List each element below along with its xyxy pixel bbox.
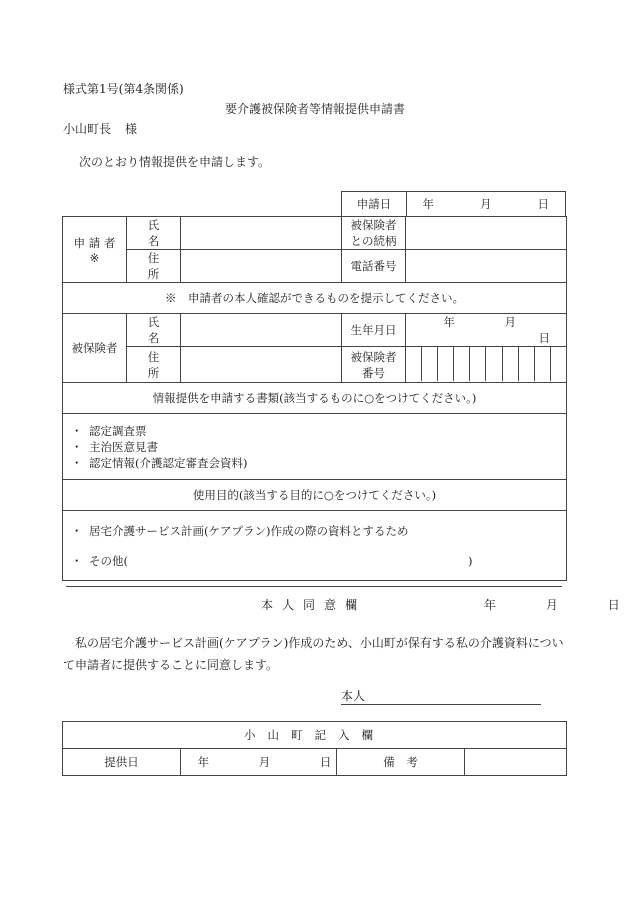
provide-date-field[interactable]: [181, 749, 337, 776]
consent-month: 月: [545, 598, 558, 612]
provide-date-label: 提供日: [63, 749, 181, 776]
applicant-name-field[interactable]: [181, 217, 342, 250]
documents-list: [63, 414, 567, 480]
id-note: ※ 申請者の本人確認ができるものを提示してください。: [63, 283, 567, 314]
signature-label: 本人: [341, 689, 366, 703]
insured-number-field[interactable]: [406, 347, 567, 383]
consent-title: 本人同意欄: [261, 598, 367, 612]
application-date-box: [341, 191, 566, 217]
insured-number-digit-boxes[interactable]: [406, 347, 566, 382]
consent-day: 日: [607, 598, 620, 612]
document-item[interactable]: ・ 認定情報(介護認定審査会資料): [71, 455, 248, 470]
application-table: [62, 216, 567, 581]
town-entry-table: [62, 721, 567, 776]
insured-group-label: 被保険者: [63, 314, 127, 383]
insured-address-label: 住 所: [127, 347, 181, 383]
remarks-label: 備 考: [337, 749, 465, 776]
applicant-mark: ※: [89, 250, 100, 265]
applicant-group-label: [63, 217, 127, 283]
intro-text: 次のとおり情報提供を申請します。: [79, 155, 271, 169]
birth-day: 日: [538, 331, 550, 345]
relation-label-line2: との続柄: [350, 234, 397, 248]
phone-label: 電話番号: [342, 250, 406, 283]
relation-label: [342, 217, 406, 250]
addressee: [63, 122, 137, 136]
consent-body: 私の居宅介護サービス計画(ケアプラン)作成のため、小山町が保有する私の介護資料について申請者に提供することに同意します。: [63, 636, 564, 672]
provide-year: 年: [197, 755, 210, 769]
purpose-heading: 使用目的(該当する目的に○をつけてください。): [63, 480, 567, 511]
divider: [66, 586, 562, 587]
document-item[interactable]: ・ 認定調査票: [71, 423, 147, 438]
application-date-label: 申請日: [342, 192, 407, 216]
application-date-year: 年: [422, 197, 434, 211]
relation-field[interactable]: [406, 217, 567, 250]
purpose-item-careplan[interactable]: ・ 居宅介護サービス計画(ケアプラン)作成の際の資料とするため: [71, 523, 409, 538]
insured-name-field[interactable]: [181, 314, 342, 347]
form-number: 様式第1号(第4条関係): [63, 82, 184, 96]
birth-month: 月: [504, 315, 516, 329]
consent-date[interactable]: [472, 598, 620, 612]
application-date-field[interactable]: [407, 192, 565, 216]
applicant-name-label: 氏 名: [127, 217, 181, 250]
remarks-field[interactable]: [465, 749, 567, 776]
application-date-day: 日: [537, 197, 549, 211]
application-date-month: 月: [480, 197, 492, 211]
purpose-list: [63, 511, 567, 581]
insured-number-label-line2: 番号: [362, 365, 385, 380]
purpose-item-other[interactable]: ・ その他( ): [71, 553, 473, 568]
applicant-label: 申 請 者: [73, 235, 116, 250]
addressee-honorific: 様: [125, 122, 138, 136]
applicant-address-field[interactable]: [181, 250, 342, 283]
insured-name-label: 氏 名: [127, 314, 181, 347]
documents-heading: 情報提供を申請する書類(該当するものに○をつけてください。): [63, 383, 567, 414]
provide-day: 日: [319, 755, 332, 769]
consent-year: 年: [484, 598, 497, 612]
birth-date-label: 生年月日: [342, 314, 406, 347]
signature-line[interactable]: [341, 689, 541, 705]
provide-month: 月: [258, 755, 271, 769]
town-entry-title: 小山町記入欄: [63, 722, 567, 749]
addressee-name: 小山町長: [63, 122, 112, 136]
insured-address-field[interactable]: [181, 347, 342, 383]
insured-number-label: [342, 347, 406, 383]
applicant-address-label: 住 所: [127, 250, 181, 283]
relation-label-line1: 被保険者: [350, 218, 397, 232]
document-title: 要介護被保険者等情報提供申請書: [224, 102, 405, 116]
insured-number-label-line1: 被保険者: [350, 349, 397, 364]
birth-year: 年: [443, 315, 455, 329]
document-item[interactable]: ・ 主治医意見書: [71, 439, 158, 454]
phone-field[interactable]: [406, 250, 567, 283]
birth-date-field[interactable]: [406, 314, 567, 347]
